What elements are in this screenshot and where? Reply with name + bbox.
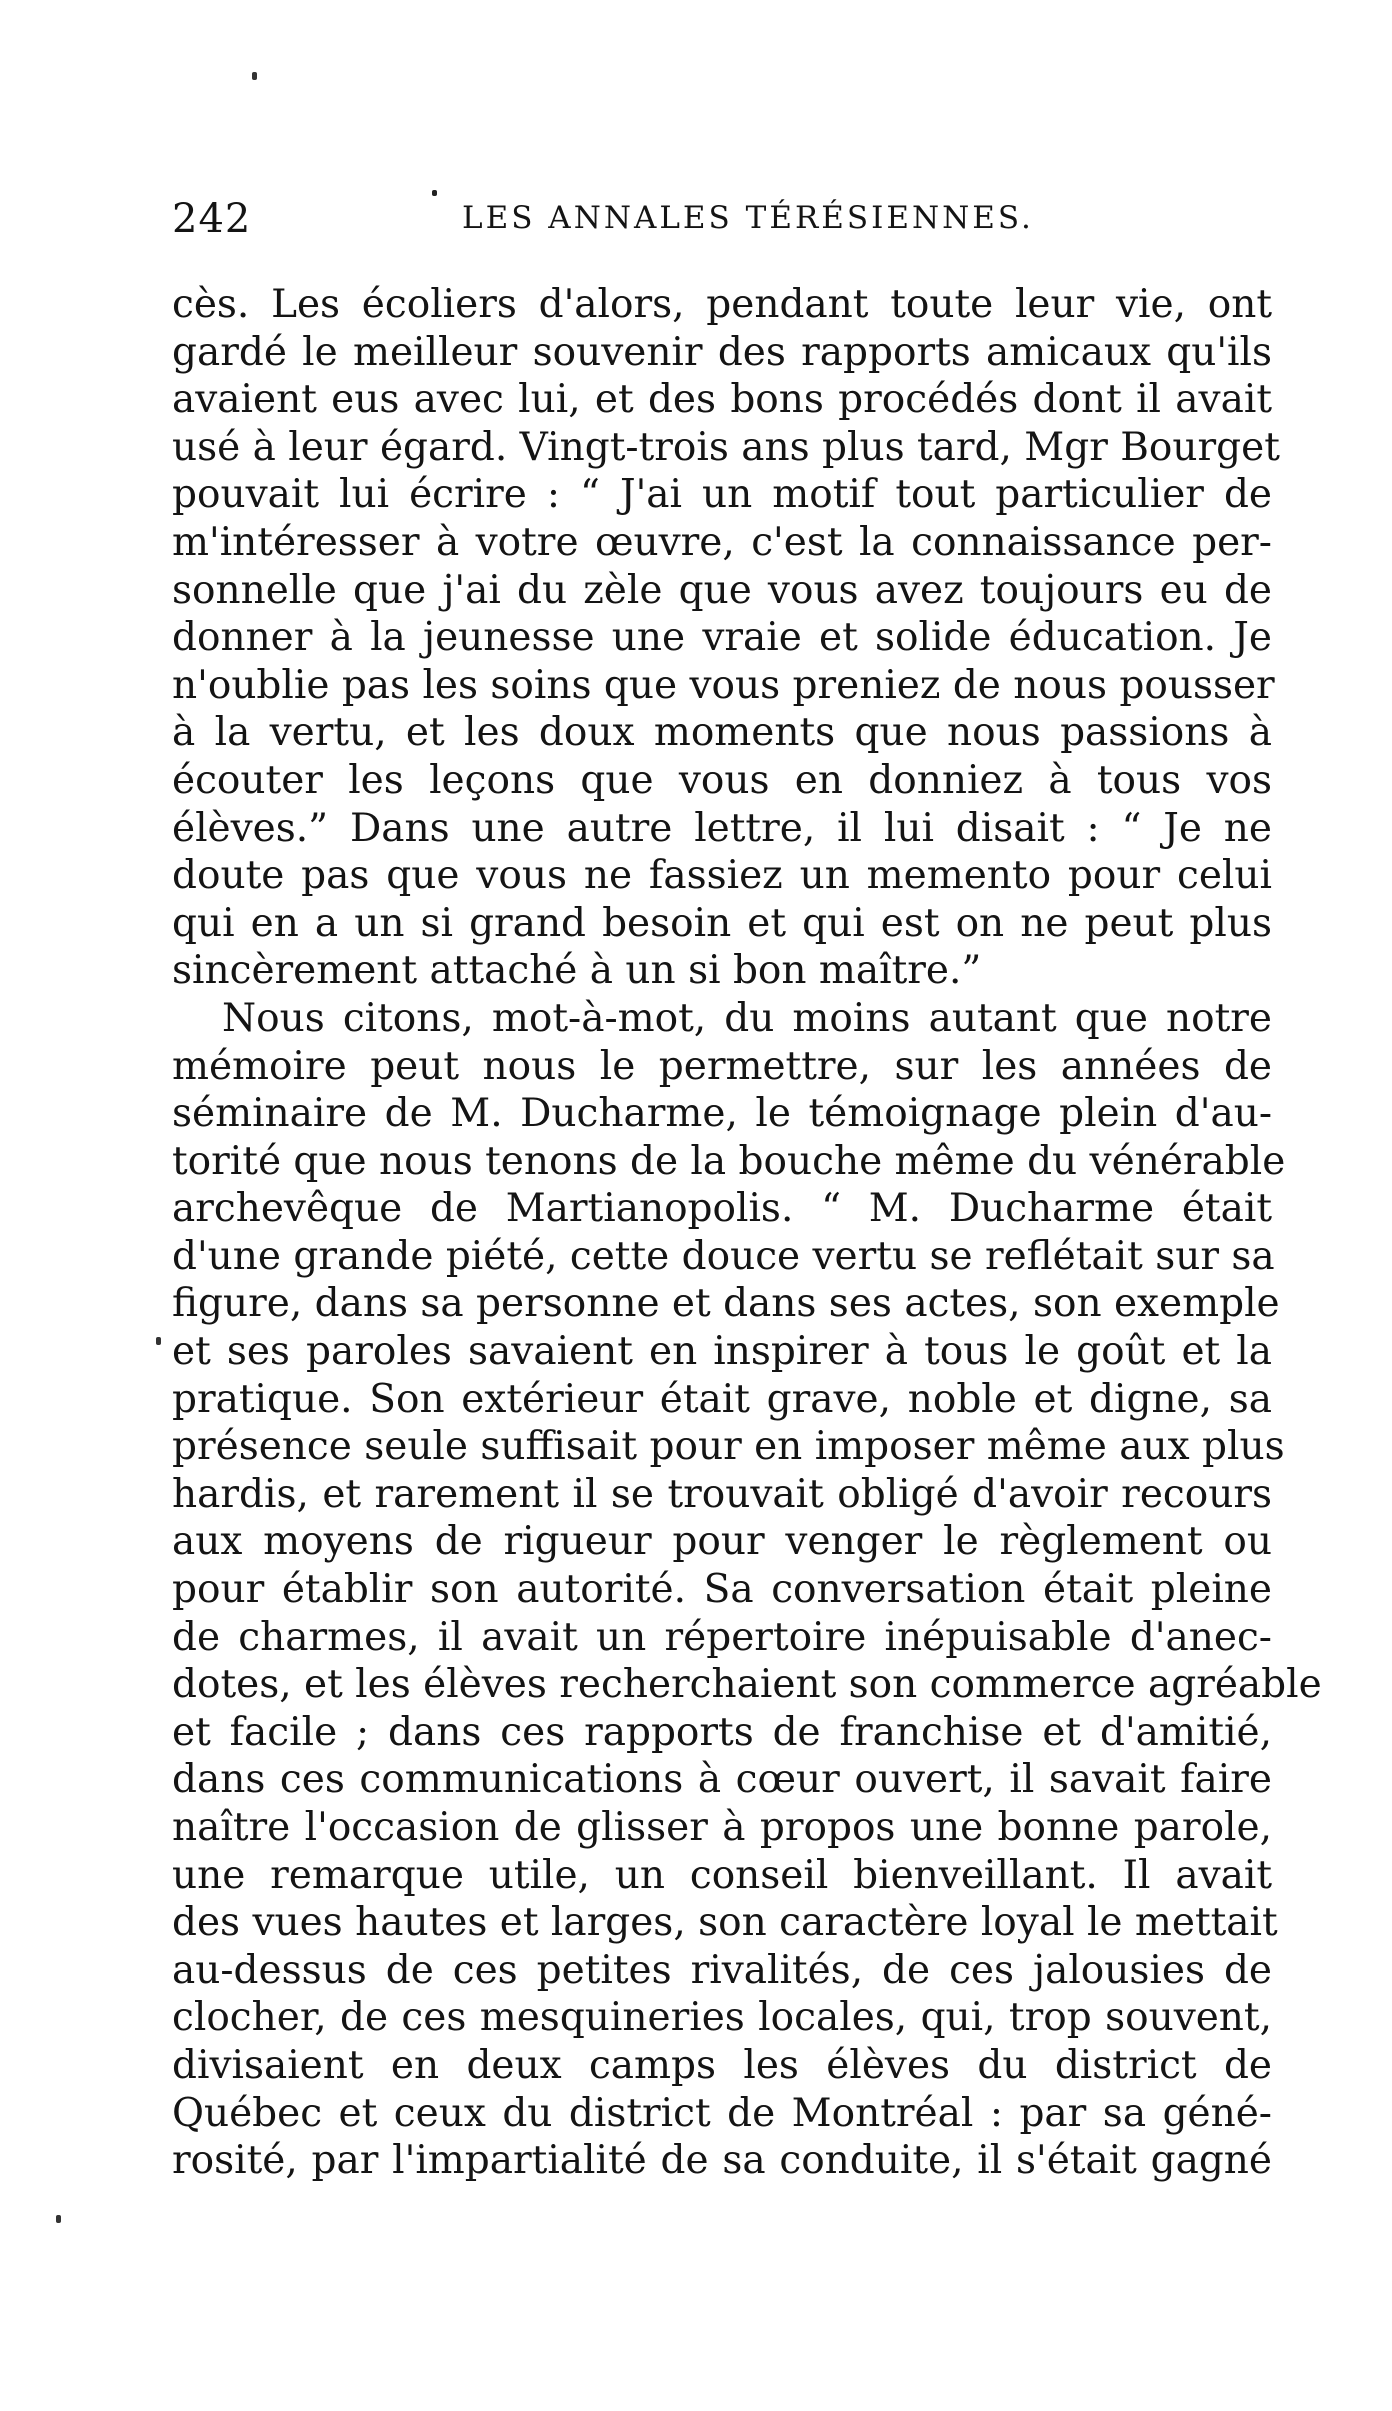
text-line: présence seule suffisait pour en imposer même aux plus (172, 1424, 1285, 1470)
print-speck (432, 190, 437, 196)
text-line: figure, dans sa personne et dans ses actes, son exemple (172, 1281, 1280, 1327)
text-line: pratique. Son extérieur était grave, noble et digne, sa (172, 1376, 1272, 1422)
print-speck (56, 2215, 61, 2223)
text-line: divisaient en deux camps les élèves du district de (172, 2042, 1272, 2088)
text-line: archevêque de Martianopolis. “ M. Ducharme était (172, 1186, 1272, 1232)
text-line: m'intéresser à votre œuvre, c'est la connaissance per- (172, 519, 1272, 565)
text-line: clocher, de ces mesquineries locales, qui, trop souvent, (172, 1995, 1272, 2041)
text-line: cès. Les écoliers d'alors, pendant toute leur vie, ont (172, 282, 1272, 327)
text-line: dotes, et les élèves recherchaient son commerce agréable (172, 1662, 1322, 1708)
body-text (172, 281, 1322, 2185)
running-title: LES ANNALES TÉRÉSIENNES. (462, 200, 1034, 236)
text-line: torité que nous tenons de la bouche même du vénérable (172, 1138, 1286, 1184)
text-line: avaient eus avec lui, et des bons procédés dont il avait (172, 377, 1272, 423)
text-line: gardé le meilleur souvenir des rapports amicaux qu'ils (172, 329, 1272, 375)
text-line: pouvait lui écrire : “ J'ai un motif tout particulier de (172, 472, 1272, 518)
text-line: élèves.” Dans une autre lettre, il lui disait : “ Je ne (172, 805, 1272, 851)
text-line: n'oublie pas les soins que vous preniez de nous pousser (172, 662, 1275, 708)
text-line: d'une grande piété, cette douce vertu se reflétait sur sa (172, 1233, 1275, 1279)
text-line: dans ces communications à cœur ouvert, il savait faire (172, 1757, 1272, 1803)
text-line: Québec et ceux du district de Montréal : par sa géné- (172, 2090, 1272, 2136)
text-line: donner à la jeunesse une vraie et solide éducation. Je (172, 615, 1272, 661)
print-speck (252, 72, 257, 80)
text-line: rosité, par l'impartialité de sa conduite, il s'était gagné (172, 2138, 1272, 2184)
text-line: mémoire peut nous le permettre, sur les années de (172, 1043, 1272, 1089)
text-line: de charmes, il avait un répertoire inépuisable d'anec- (172, 1614, 1272, 1660)
text-line: usé à leur égard. Vingt-trois ans plus tard, Mgr Bourget (172, 424, 1280, 470)
paragraph-end-line: sincèrement attaché à un si bon maître.” (172, 948, 982, 994)
text-line: une remarque utile, un conseil bienveillant. Il avait (172, 1852, 1272, 1898)
text-line: qui en a un si grand besoin et qui est on ne peut plus (172, 900, 1272, 946)
text-line: à la vertu, et les doux moments que nous passions à (172, 710, 1272, 756)
text-line: aux moyens de rigueur pour venger le règlement ou (172, 1519, 1272, 1565)
text-line: pour établir son autorité. Sa conversation était pleine (172, 1567, 1272, 1613)
text-line: et ses paroles savaient en inspirer à tous le goût et la (172, 1329, 1272, 1375)
text-line: séminaire de M. Ducharme, le témoignage plein d'au- (172, 1091, 1272, 1137)
page-number: 242 (172, 196, 252, 242)
text-line: doute pas que vous ne fassiez un memento pour celui (172, 853, 1272, 899)
text-line: écouter les leçons que vous en donniez à tous vos (172, 757, 1272, 803)
text-line: et facile ; dans ces rapports de franchise et d'amitié, (172, 1709, 1272, 1755)
text-line: au-dessus de ces petites rivalités, de ces jalousies de (172, 1947, 1272, 1993)
paragraph-start-line: Nous citons, mot-à-mot, du moins autant que notre (222, 995, 1272, 1041)
text-line: hardis, et rarement il se trouvait obligé d'avoir recours (172, 1471, 1272, 1517)
print-speck (156, 1337, 161, 1345)
text-line: des vues hautes et larges, son caractère loyal le mettait (172, 1900, 1278, 1946)
text-line: naître l'occasion de glisser à propos une bonne parole, (172, 1805, 1272, 1850)
text-line: sonnelle que j'ai du zèle que vous avez toujours eu de (172, 567, 1272, 613)
page-header (172, 196, 1032, 248)
